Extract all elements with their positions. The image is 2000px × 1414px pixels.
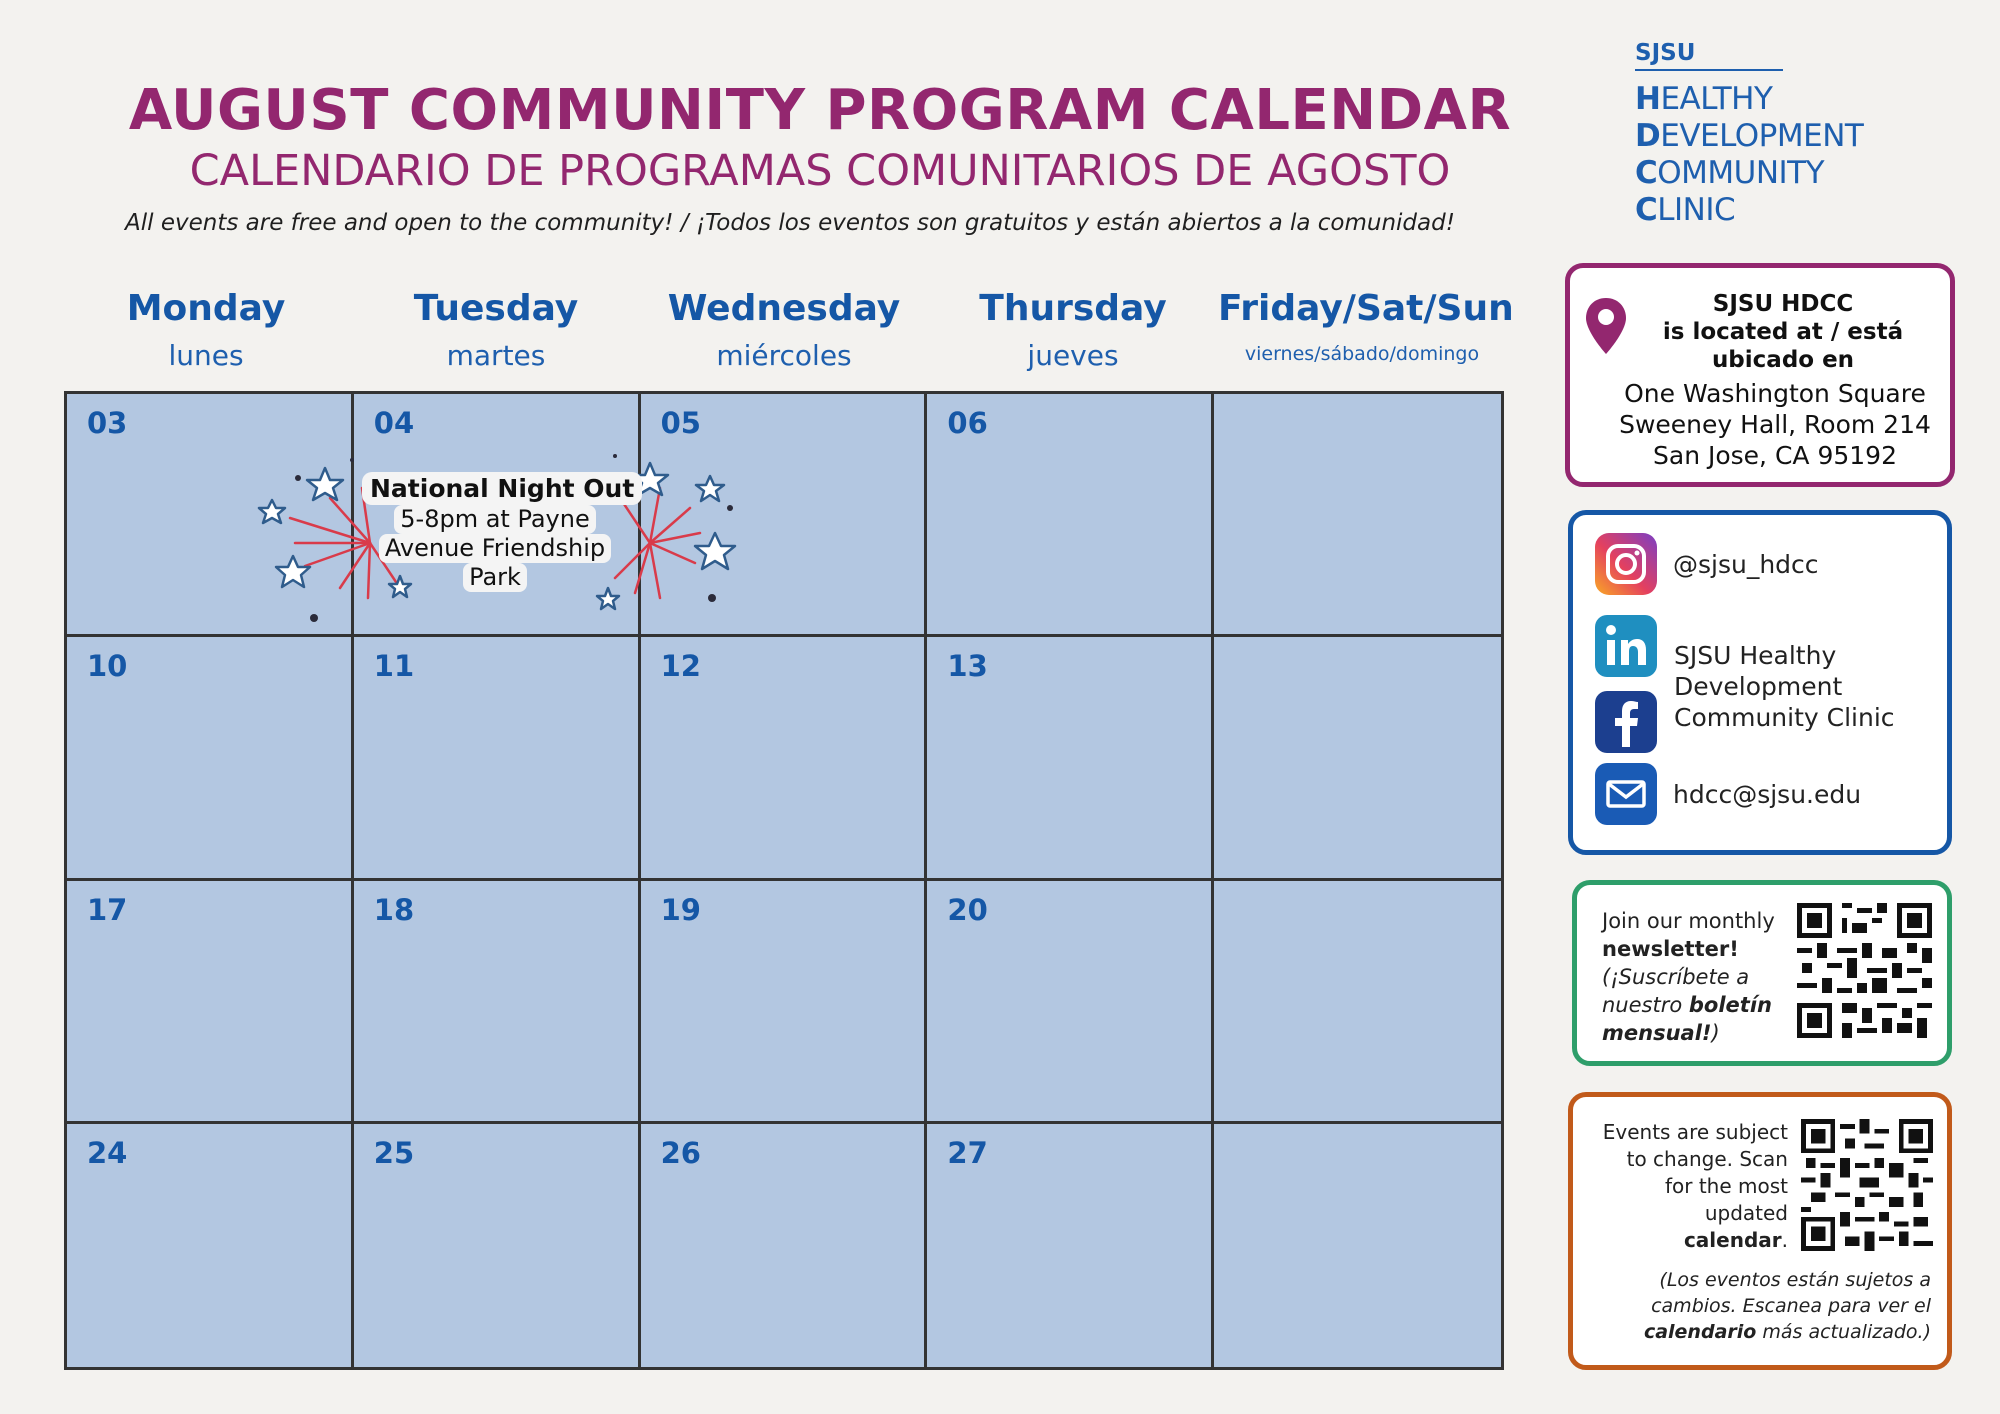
calendar-cell [1214, 637, 1501, 880]
instagram-icon [1595, 533, 1657, 595]
calendar-cell [67, 881, 354, 1124]
date-number: 12 [660, 649, 701, 684]
logo-divider [1635, 69, 1783, 71]
date-number: 27 [947, 1135, 988, 1170]
newsletter-box [1572, 880, 1952, 1066]
email-row[interactable] [1595, 763, 1861, 825]
day-header-wednesday [640, 288, 928, 372]
event-title: National Night Out [362, 472, 642, 505]
updates-text: Events are subject to change. Scan for the most updated calendar. [1602, 1120, 1788, 1252]
calendar-cell [927, 394, 1214, 637]
date-number: 13 [947, 649, 988, 684]
day-label-en: Friday/Sat/Sun [1218, 288, 1514, 329]
instagram-handle: @sjsu_hdcc [1673, 549, 1819, 579]
event-detail: Avenue Friendship [379, 534, 611, 563]
calendar-cell [1214, 394, 1501, 637]
location-heading: SJSU HDCC is located at / está ubicado en [1662, 291, 1904, 373]
calendar-cell [641, 1124, 928, 1367]
date-number: 06 [947, 406, 988, 440]
calendar-cell [641, 637, 928, 880]
event-detail: 5-8pm at Payne [394, 505, 595, 534]
logo-line: COMMUNITY [1635, 155, 1825, 191]
date-number: 04 [373, 406, 415, 440]
date-number: 18 [373, 892, 415, 927]
calendar-cell [641, 881, 928, 1124]
location-address: One Washington Square Sweeney Hall, Room 214 San Jose, CA 95192 [1619, 379, 1931, 470]
logo-sjsu: SJSU [1635, 40, 1696, 66]
date-number: 11 [373, 649, 415, 684]
calendar-cell [927, 881, 1214, 1124]
day-header-tuesday [352, 288, 640, 372]
newsletter-qr-code[interactable] [1797, 903, 1932, 1038]
event-national-night-out[interactable] [362, 472, 635, 592]
linkedin-icon[interactable] [1595, 615, 1657, 677]
day-label-es: viernes/sábado/domingo [1244, 343, 1480, 365]
calendar-cell [354, 637, 641, 880]
calendar-cell [1214, 881, 1501, 1124]
logo-line: DEVELOPMENT [1635, 118, 1864, 154]
day-header-monday [62, 288, 350, 372]
day-label-es: miércoles [716, 339, 852, 372]
date-number: 20 [947, 892, 988, 927]
date-number: 19 [660, 892, 701, 927]
day-label-es: lunes [168, 339, 244, 372]
date-number: 25 [373, 1135, 415, 1170]
calendar-cell [354, 881, 641, 1124]
facebook-icon[interactable] [1595, 691, 1657, 753]
day-label-en: Monday [126, 288, 286, 329]
social-box [1568, 510, 1952, 855]
email-address: hdcc@sjsu.edu [1673, 779, 1862, 809]
page-subtitle: CALENDARIO DE PROGRAMAS COMUNITARIOS DE AGOSTO [189, 146, 1451, 196]
logo-line: CLINIC [1635, 192, 1736, 228]
day-label-en: Thursday [979, 288, 1167, 329]
day-label-en: Wednesday [667, 288, 901, 329]
calendar-qr-code[interactable] [1801, 1119, 1933, 1251]
location-box [1565, 263, 1955, 487]
date-number: 05 [660, 406, 701, 440]
newsletter-text: Join our monthly newsletter! (¡Suscríbete a nuestro boletín mensual!) [1602, 909, 1775, 1045]
clinic-name: SJSU Healthy Development Community Clinic [1674, 641, 1895, 732]
day-header-weekend [1218, 288, 1514, 365]
date-number: 03 [87, 406, 128, 440]
instagram-row[interactable] [1595, 533, 1819, 595]
page-title: AUGUST COMMUNITY PROGRAM CALENDAR [128, 78, 1512, 143]
email-icon [1595, 763, 1657, 825]
date-number: 17 [87, 892, 128, 927]
calendar-updates-box [1568, 1092, 1952, 1370]
day-label-es: martes [446, 339, 546, 372]
calendar-cell [67, 1124, 354, 1367]
tagline: All events are free and open to the community! / ¡Todos los eventos son gratuitos y están abiertos a la comunidad! [125, 210, 1455, 236]
updates-text-spanish: (Los eventos están sujetos a cambios. Escanea para ver el calendario más actualizado.) [1643, 1269, 1931, 1343]
calendar-cell [927, 1124, 1214, 1367]
date-number: 24 [87, 1135, 128, 1170]
calendar-cell [1214, 1124, 1501, 1367]
date-number: 10 [87, 649, 128, 684]
map-pin-icon [1584, 296, 1628, 356]
calendar-cell [67, 637, 354, 880]
day-header-thursday [929, 288, 1217, 372]
day-label-es: jueves [1027, 339, 1119, 372]
calendar-cell [927, 637, 1214, 880]
event-detail: Park [463, 563, 527, 592]
logo-line: HEALTHY [1635, 81, 1773, 117]
date-number: 26 [660, 1135, 701, 1170]
day-label-en: Tuesday [413, 288, 579, 329]
calendar-cell [354, 1124, 641, 1367]
hdcc-logo [1635, 40, 1863, 229]
